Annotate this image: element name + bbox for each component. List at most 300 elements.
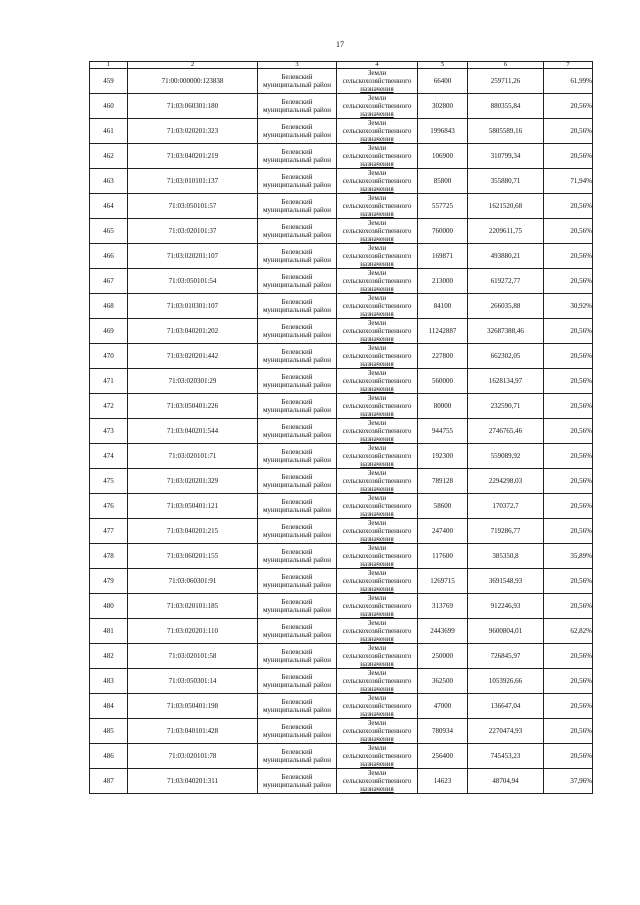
land-category-line: назначения [360, 635, 394, 643]
land-category-cell [337, 769, 418, 794]
land-category-line: Земли [367, 169, 387, 177]
land-category-line: Земли [367, 294, 387, 302]
row-number-cell: 476 [90, 494, 128, 519]
district-line: муниципальный район [262, 231, 332, 239]
table-row [90, 119, 593, 144]
district-line: муниципальный район [262, 581, 332, 589]
district-cell [258, 469, 337, 494]
district-line: Белевский [281, 698, 313, 706]
column-header: 7 [544, 62, 593, 69]
district-line: Белевский [281, 73, 313, 81]
header-row [90, 62, 593, 69]
row-number-cell: 477 [90, 519, 128, 544]
area-cell: 80000 [418, 394, 468, 419]
cadastral-value-cell: 5805589,16 [468, 119, 544, 144]
district-line: Белевский [281, 323, 313, 331]
district-cell [258, 694, 337, 719]
land-category-line: назначения [360, 85, 394, 93]
table-row [90, 694, 593, 719]
district-cell [258, 544, 337, 569]
district-line: муниципальный район [262, 256, 332, 264]
district-line: муниципальный район [262, 481, 332, 489]
district-line: Белевский [281, 398, 313, 406]
cadastral-number-cell: 71:03:060301:91 [128, 569, 258, 594]
row-number-cell: 484 [90, 694, 128, 719]
district-cell [258, 144, 337, 169]
district-cell [258, 94, 337, 119]
row-number-cell: 487 [90, 769, 128, 794]
table-row [90, 519, 593, 544]
cadastral-number-cell: 71:03:020201:442 [128, 344, 258, 369]
cadastral-value-cell: 259711,26 [468, 69, 544, 94]
land-category-line: назначения [360, 585, 394, 593]
land-category-line: сельскохозяйственного [342, 502, 412, 510]
land-category-line: Земли [367, 444, 387, 452]
row-number-cell: 483 [90, 669, 128, 694]
land-category-line: сельскохозяйственного [342, 627, 412, 635]
land-category-line: назначения [360, 660, 394, 668]
cadastral-value-cell: 266035,88 [468, 294, 544, 319]
column-header: 2 [128, 62, 258, 69]
table-row [90, 344, 593, 369]
row-number-cell: 468 [90, 294, 128, 319]
district-cell [258, 344, 337, 369]
land-category-cell [337, 344, 418, 369]
land-category-line: сельскохозяйственного [342, 177, 412, 185]
land-category-line: назначения [360, 185, 394, 193]
area-cell: 85800 [418, 169, 468, 194]
land-category-line: назначения [360, 210, 394, 218]
district-line: Белевский [281, 673, 313, 681]
land-category-line: Земли [367, 694, 387, 702]
percent-cell: 20,56% [544, 194, 593, 219]
district-cell [258, 219, 337, 244]
district-line: Белевский [281, 423, 313, 431]
district-line: муниципальный район [262, 756, 332, 764]
district-line: муниципальный район [262, 456, 332, 464]
district-line: Белевский [281, 198, 313, 206]
district-line: Белевский [281, 273, 313, 281]
land-category-line: сельскохозяйственного [342, 352, 412, 360]
table-row [90, 94, 593, 119]
district-line: Белевский [281, 548, 313, 556]
cadastral-number-cell: 71:03:020301:29 [128, 369, 258, 394]
row-number-cell: 472 [90, 394, 128, 419]
table-row [90, 569, 593, 594]
land-category-line: назначения [360, 260, 394, 268]
district-line: муниципальный район [262, 606, 332, 614]
district-line: Белевский [281, 173, 313, 181]
land-category-line: сельскохозяйственного [342, 702, 412, 710]
district-cell [258, 744, 337, 769]
cadastral-value-cell: 1053926,66 [468, 669, 544, 694]
land-category-line: Земли [367, 769, 387, 777]
cadastral-number-cell: 71:00:000000:123838 [128, 69, 258, 94]
land-category-line: сельскохозяйственного [342, 327, 412, 335]
percent-cell: 20,56% [544, 394, 593, 419]
area-cell: 47000 [418, 694, 468, 719]
table-row [90, 194, 593, 219]
area-cell: 227800 [418, 344, 468, 369]
row-number-cell: 466 [90, 244, 128, 269]
page-number: 17 [336, 40, 344, 49]
table-row [90, 319, 593, 344]
area-cell: 557725 [418, 194, 468, 219]
land-category-line: сельскохозяйственного [342, 752, 412, 760]
land-category-line: назначения [360, 610, 394, 618]
row-number-cell: 479 [90, 569, 128, 594]
land-category-line: назначения [360, 535, 394, 543]
land-category-line: назначения [360, 410, 394, 418]
table-row [90, 369, 593, 394]
cadastral-number-cell: 71:03:040201:215 [128, 519, 258, 544]
row-number-cell: 480 [90, 594, 128, 619]
area-cell: 362500 [418, 669, 468, 694]
land-category-line: назначения [360, 560, 394, 568]
table-row [90, 294, 593, 319]
cadastral-number-cell: 71:03:040201:202 [128, 319, 258, 344]
cadastral-value-cell: 232590,71 [468, 394, 544, 419]
land-category-cell [337, 119, 418, 144]
district-line: муниципальный район [262, 306, 332, 314]
cadastral-number-cell: 71:03:060301:180 [128, 94, 258, 119]
district-cell [258, 169, 337, 194]
land-category-line: назначения [360, 360, 394, 368]
land-category-line: Земли [367, 619, 387, 627]
land-category-line: сельскохозяйственного [342, 152, 412, 160]
district-cell [258, 294, 337, 319]
cadastral-value-cell: 310799,34 [468, 144, 544, 169]
column-header: 4 [337, 62, 418, 69]
cadastral-value-cell: 1628134,97 [468, 369, 544, 394]
cadastral-number-cell: 71:03:020101:37 [128, 219, 258, 244]
land-category-line: сельскохозяйственного [342, 677, 412, 685]
column-header: 1 [90, 62, 128, 69]
district-cell [258, 619, 337, 644]
area-cell: 14623 [418, 769, 468, 794]
cadastral-number-cell: 71:03:050401:226 [128, 394, 258, 419]
land-category-line: сельскохозяйственного [342, 427, 412, 435]
district-cell [258, 494, 337, 519]
district-line: муниципальный район [262, 556, 332, 564]
land-category-line: сельскохозяйственного [342, 452, 412, 460]
column-header: 5 [418, 62, 468, 69]
district-cell [258, 594, 337, 619]
area-cell: 789128 [418, 469, 468, 494]
row-number-cell: 460 [90, 94, 128, 119]
land-category-cell [337, 494, 418, 519]
percent-cell: 20,56% [544, 469, 593, 494]
row-number-cell: 465 [90, 219, 128, 244]
row-number-cell: 467 [90, 269, 128, 294]
land-category-line: сельскохозяйственного [342, 402, 412, 410]
land-category-line: Земли [367, 269, 387, 277]
land-category-line: сельскохозяйственного [342, 552, 412, 560]
land-category-line: назначения [360, 235, 394, 243]
cadastral-value-cell: 719286,77 [468, 519, 544, 544]
cadastral-number-cell: 71:03:050101:57 [128, 194, 258, 219]
percent-cell: 20,56% [544, 94, 593, 119]
district-line: муниципальный район [262, 681, 332, 689]
district-line: муниципальный район [262, 731, 332, 739]
district-line: Белевский [281, 373, 313, 381]
district-line: муниципальный район [262, 131, 332, 139]
cadastral-value-cell: 2270474,93 [468, 719, 544, 744]
land-category-cell [337, 594, 418, 619]
cadastral-number-cell: 71:03:020101:78 [128, 744, 258, 769]
table-row [90, 719, 593, 744]
percent-cell: 20,56% [544, 244, 593, 269]
percent-cell: 20,56% [544, 594, 593, 619]
row-number-cell: 470 [90, 344, 128, 369]
area-cell: 250000 [418, 644, 468, 669]
percent-cell: 37,96% [544, 769, 593, 794]
district-line: муниципальный район [262, 381, 332, 389]
table-row [90, 769, 593, 794]
land-category-cell [337, 69, 418, 94]
area-cell: 84100 [418, 294, 468, 319]
land-category-cell [337, 744, 418, 769]
area-cell: 192300 [418, 444, 468, 469]
table-row [90, 244, 593, 269]
percent-cell: 20,56% [544, 369, 593, 394]
district-cell [258, 194, 337, 219]
row-number-cell: 471 [90, 369, 128, 394]
percent-cell: 61,99% [544, 69, 593, 94]
table-row [90, 619, 593, 644]
district-line: муниципальный район [262, 781, 332, 789]
district-cell [258, 119, 337, 144]
district-cell [258, 419, 337, 444]
area-cell: 11242887 [418, 319, 468, 344]
land-category-line: Земли [367, 669, 387, 677]
district-cell [258, 369, 337, 394]
district-line: муниципальный район [262, 656, 332, 664]
land-category-cell [337, 569, 418, 594]
area-cell: 213000 [418, 269, 468, 294]
percent-cell: 62,82% [544, 619, 593, 644]
row-number-cell: 463 [90, 169, 128, 194]
land-category-cell [337, 694, 418, 719]
district-line: муниципальный район [262, 106, 332, 114]
percent-cell: 20,56% [544, 344, 593, 369]
percent-cell: 20,56% [544, 419, 593, 444]
cadastral-value-cell: 170372,7 [468, 494, 544, 519]
land-category-cell [337, 169, 418, 194]
district-cell [258, 269, 337, 294]
cadastral-number-cell: 71:03:020101:58 [128, 644, 258, 669]
land-category-line: назначения [360, 285, 394, 293]
cadastral-value-cell: 136647,04 [468, 694, 544, 719]
district-line: Белевский [281, 298, 313, 306]
district-line: Белевский [281, 498, 313, 506]
row-number-cell: 459 [90, 69, 128, 94]
area-cell: 169871 [418, 244, 468, 269]
cadastral-value-cell: 48704,94 [468, 769, 544, 794]
cadastral-value-cell: 662302,05 [468, 344, 544, 369]
table-row [90, 169, 593, 194]
land-category-line: сельскохозяйственного [342, 277, 412, 285]
district-line: Белевский [281, 573, 313, 581]
land-category-cell [337, 194, 418, 219]
land-category-line: Земли [367, 544, 387, 552]
area-cell: 2443699 [418, 619, 468, 644]
area-cell: 780934 [418, 719, 468, 744]
land-category-line: Земли [367, 69, 387, 77]
cadastral-number-cell: 71:03:010101:137 [128, 169, 258, 194]
cadastral-value-cell: 2746765,46 [468, 419, 544, 444]
cadastral-number-cell: 71:03:010301:107 [128, 294, 258, 319]
row-number-cell: 473 [90, 419, 128, 444]
cadastral-value-cell: 880355,84 [468, 94, 544, 119]
district-line: Белевский [281, 523, 313, 531]
land-category-cell [337, 319, 418, 344]
land-category-cell [337, 144, 418, 169]
cadastral-value-cell: 745453,23 [468, 744, 544, 769]
district-line: муниципальный район [262, 406, 332, 414]
area-cell: 313769 [418, 594, 468, 619]
area-cell: 560000 [418, 369, 468, 394]
column-header: 6 [468, 62, 544, 69]
land-category-cell [337, 719, 418, 744]
percent-cell: 20,56% [544, 669, 593, 694]
cadastral-value-cell: 726845,97 [468, 644, 544, 669]
district-line: муниципальный район [262, 281, 332, 289]
land-category-line: Земли [367, 569, 387, 577]
percent-cell: 20,56% [544, 269, 593, 294]
land-category-line: сельскохозяйственного [342, 777, 412, 785]
cadastral-number-cell: 71:03:040101:428 [128, 719, 258, 744]
district-line: Белевский [281, 723, 313, 731]
land-category-line: назначения [360, 760, 394, 768]
area-cell: 256400 [418, 744, 468, 769]
district-line: Белевский [281, 148, 313, 156]
district-line: муниципальный район [262, 531, 332, 539]
land-category-cell [337, 469, 418, 494]
land-category-cell [337, 444, 418, 469]
percent-cell: 71,94% [544, 169, 593, 194]
area-cell: 1269715 [418, 569, 468, 594]
table-row [90, 444, 593, 469]
percent-cell: 30,92% [544, 294, 593, 319]
land-category-line: назначения [360, 110, 394, 118]
land-category-cell [337, 619, 418, 644]
table-row [90, 669, 593, 694]
row-number-cell: 481 [90, 619, 128, 644]
district-line: Белевский [281, 623, 313, 631]
percent-cell: 35,89% [544, 544, 593, 569]
district-line: Белевский [281, 598, 313, 606]
district-line: муниципальный район [262, 156, 332, 164]
land-category-line: Земли [367, 419, 387, 427]
table-row [90, 744, 593, 769]
land-category-line: назначения [360, 435, 394, 443]
percent-cell: 20,56% [544, 719, 593, 744]
district-cell [258, 244, 337, 269]
land-category-line: Земли [367, 119, 387, 127]
district-line: муниципальный район [262, 331, 332, 339]
land-category-line: Земли [367, 244, 387, 252]
land-category-line: Земли [367, 594, 387, 602]
land-category-line: сельскохозяйственного [342, 302, 412, 310]
land-registry-table [89, 61, 593, 794]
land-category-line: сельскохозяйственного [342, 252, 412, 260]
land-category-cell [337, 294, 418, 319]
land-category-cell [337, 544, 418, 569]
district-line: муниципальный район [262, 206, 332, 214]
land-category-line: назначения [360, 735, 394, 743]
cadastral-number-cell: 71:03:050101:54 [128, 269, 258, 294]
table-row [90, 219, 593, 244]
land-category-line: сельскохозяйственного [342, 652, 412, 660]
land-category-line: Земли [367, 469, 387, 477]
cadastral-number-cell: 71:03:020101:185 [128, 594, 258, 619]
cadastral-number-cell: 71:03:020201:329 [128, 469, 258, 494]
land-category-line: назначения [360, 135, 394, 143]
district-line: муниципальный район [262, 431, 332, 439]
percent-cell: 20,56% [544, 144, 593, 169]
land-category-line: назначения [360, 685, 394, 693]
cadastral-number-cell: 71:03:020101:71 [128, 444, 258, 469]
table-row [90, 269, 593, 294]
land-category-line: назначения [360, 510, 394, 518]
row-number-cell: 474 [90, 444, 128, 469]
row-number-cell: 485 [90, 719, 128, 744]
row-number-cell: 475 [90, 469, 128, 494]
land-category-cell [337, 669, 418, 694]
land-category-cell [337, 644, 418, 669]
table-row [90, 594, 593, 619]
land-category-line: Земли [367, 519, 387, 527]
cadastral-value-cell: 2294298,03 [468, 469, 544, 494]
row-number-cell: 478 [90, 544, 128, 569]
percent-cell: 20,56% [544, 744, 593, 769]
cadastral-value-cell: 493880,21 [468, 244, 544, 269]
land-category-line: назначения [360, 460, 394, 468]
land-category-line: Земли [367, 644, 387, 652]
cadastral-value-cell: 3691548,93 [468, 569, 544, 594]
cadastral-number-cell: 71:03:040201:219 [128, 144, 258, 169]
district-line: Белевский [281, 348, 313, 356]
district-cell [258, 644, 337, 669]
row-number-cell: 469 [90, 319, 128, 344]
row-number-cell: 461 [90, 119, 128, 144]
land-category-line: сельскохозяйственного [342, 202, 412, 210]
table-row [90, 69, 593, 94]
cadastral-number-cell: 71:03:020201:323 [128, 119, 258, 144]
district-line: муниципальный район [262, 81, 332, 89]
cadastral-value-cell: 32687388,46 [468, 319, 544, 344]
cadastral-value-cell: 619272,77 [468, 269, 544, 294]
land-category-line: сельскохозяйственного [342, 227, 412, 235]
area-cell: 117600 [418, 544, 468, 569]
land-category-line: назначения [360, 710, 394, 718]
land-category-line: Земли [367, 344, 387, 352]
table-row [90, 644, 593, 669]
table-row [90, 394, 593, 419]
cadastral-number-cell: 71:03:020201:110 [128, 619, 258, 644]
table-row [90, 469, 593, 494]
cadastral-value-cell: 1621520,68 [468, 194, 544, 219]
row-number-cell: 462 [90, 144, 128, 169]
percent-cell: 20,56% [544, 119, 593, 144]
land-category-line: сельскохозяйственного [342, 127, 412, 135]
land-category-line: назначения [360, 310, 394, 318]
percent-cell: 20,56% [544, 494, 593, 519]
district-line: Белевский [281, 248, 313, 256]
land-category-line: Земли [367, 319, 387, 327]
land-category-line: Земли [367, 219, 387, 227]
